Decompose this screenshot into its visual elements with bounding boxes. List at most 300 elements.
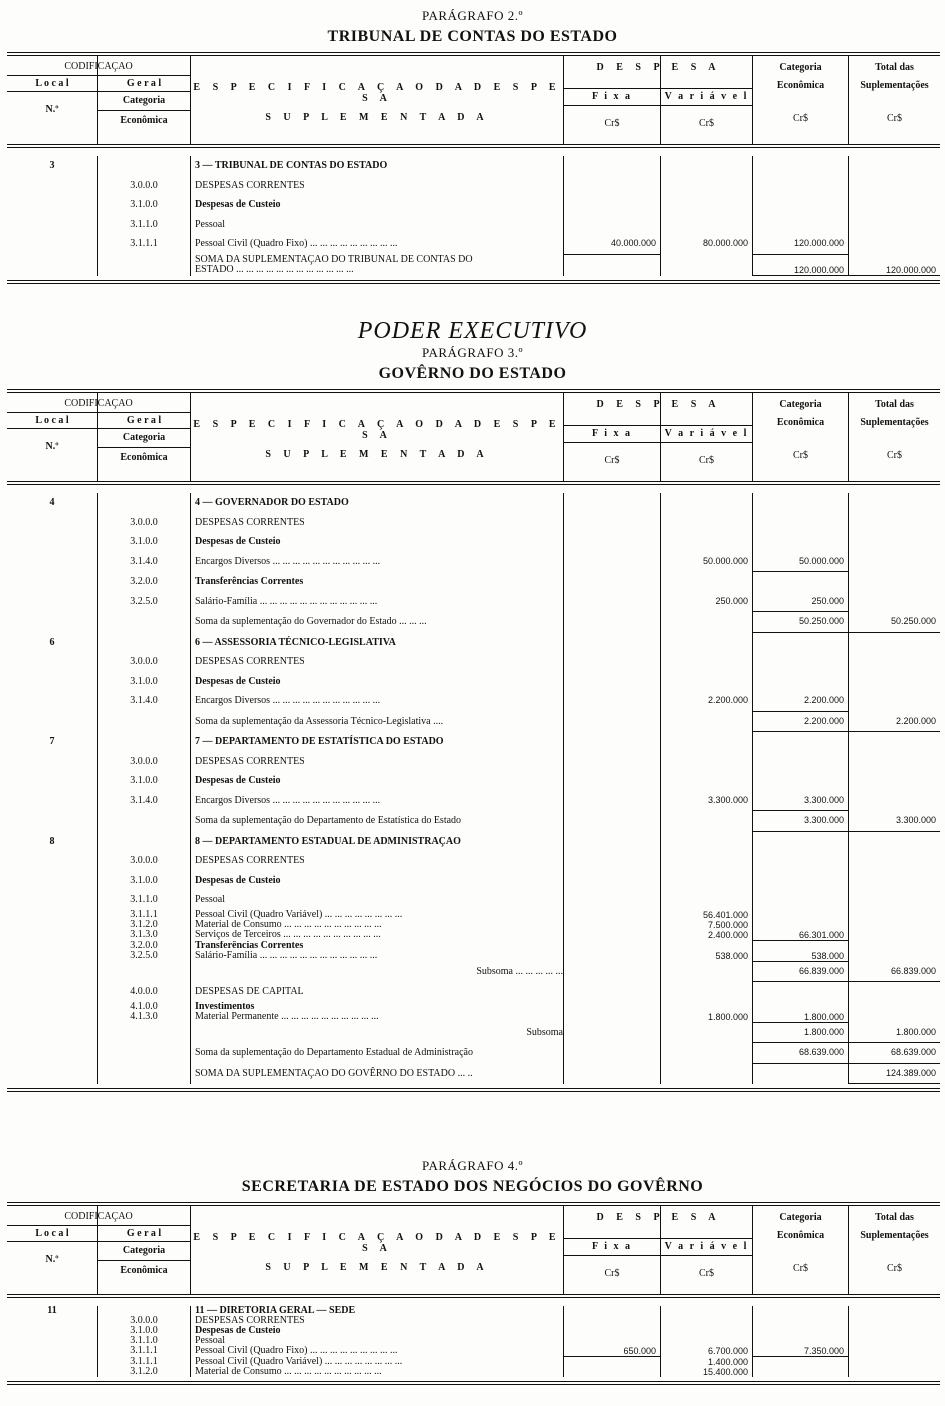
- local-number: [7, 1367, 97, 1377]
- variavel-value: 56.401.000: [660, 910, 752, 920]
- total-value: [848, 930, 940, 941]
- categoria-value: [752, 851, 848, 871]
- geral-label: G e r a l: [98, 76, 190, 92]
- categoria-economica-label: Categoria: [779, 1212, 822, 1223]
- item-description: Encargos Diversos ... ... ... ... ... ... ... ... ... ... ...: [190, 552, 563, 573]
- table-header: [7, 393, 940, 485]
- variavel-value: [660, 851, 752, 871]
- paragraph-number: PARÁGRAFO 3.º: [421, 345, 524, 360]
- geral-code: [97, 811, 190, 832]
- total-value: [848, 215, 940, 235]
- local-number: [7, 851, 97, 871]
- table-row: [7, 176, 940, 196]
- categoria-value: [752, 1336, 848, 1346]
- fixa-value: [563, 176, 660, 196]
- total-value: [848, 633, 940, 653]
- fixa-value: [563, 941, 660, 951]
- item-description: Salário-Família ... ... ... ... ... ... ... ... ... ... ... ...: [190, 592, 563, 613]
- table-row: [7, 910, 940, 920]
- variavel-value: 538.000: [660, 951, 752, 962]
- item-description: DESPESAS CORRENTES: [190, 513, 563, 533]
- item-description: Encargos Diversos ... ... ... ... ... ... ... ... ... ... ...: [190, 791, 563, 812]
- categoria-value: [752, 920, 848, 930]
- fixa-value: [563, 156, 660, 176]
- local-number: [7, 1326, 97, 1336]
- table-row: [7, 552, 940, 573]
- geral-code: 3.0.0.0: [97, 652, 190, 672]
- item-description: Pessoal: [190, 1336, 563, 1346]
- total-value: [848, 982, 940, 1002]
- total-value: [848, 176, 940, 196]
- section-title: TRIBUNAL DE CONTAS DO ESTADO: [327, 28, 618, 45]
- variavel-value: [660, 890, 752, 910]
- total-value: [848, 1326, 940, 1336]
- codificacao-geral-col: [97, 1206, 190, 1294]
- table-row: [7, 1316, 940, 1326]
- geral-label: G e r a l: [98, 413, 190, 429]
- variavel-value: [660, 652, 752, 672]
- item-description: Pessoal: [190, 215, 563, 235]
- geral-code: 3.1.0.0: [97, 771, 190, 791]
- table-row: [7, 1357, 940, 1367]
- item-description: DESPESAS DE CAPITAL: [190, 982, 563, 1002]
- total-value: [848, 1357, 940, 1367]
- item-description: Despesas de Custeio: [190, 871, 563, 891]
- currency-label: Cr$: [604, 455, 620, 466]
- total-value: [848, 752, 940, 772]
- local-label: L o c a l: [7, 413, 97, 429]
- item-description: DESPESAS CORRENTES: [190, 652, 563, 672]
- fixa-value: [563, 572, 660, 592]
- geral-code: 3.1.2.0: [97, 1367, 190, 1377]
- geral-code: [97, 255, 190, 265]
- table-row: [7, 195, 940, 215]
- paragraph-number: PARÁGRAFO 4.º: [421, 1158, 524, 1173]
- local-number: 3: [49, 160, 55, 171]
- item-description: Soma da suplementação do Departamento de Estatística do Estado: [190, 811, 563, 832]
- variavel-value: [660, 871, 752, 891]
- table-row: [7, 871, 940, 891]
- total-value: [848, 1306, 940, 1316]
- total-value: [848, 732, 940, 752]
- categoria-value: 7.350.000: [752, 1346, 848, 1357]
- total-value: [848, 791, 940, 812]
- item-description: Despesas de Custeio: [190, 532, 563, 552]
- categoria-value: [752, 1357, 848, 1367]
- total-col: [848, 1206, 940, 1294]
- item-description: Serviços de Terceiros ... ... ... ... ... ... ... ... ... ...: [190, 930, 563, 941]
- table-row: [7, 851, 940, 871]
- table-row: [7, 930, 940, 941]
- geral-code: 3.0.0.0: [97, 752, 190, 772]
- paragraph-number: PARÁGRAFO 2.º: [421, 8, 524, 23]
- categoria-value: 120.000.000: [752, 234, 848, 255]
- categoria-col: [752, 393, 848, 481]
- table-row: [7, 791, 940, 812]
- total-value: [848, 951, 940, 962]
- total-value: [848, 1336, 940, 1346]
- local-number: [7, 255, 97, 265]
- geral-code: 4.0.0.0: [97, 982, 190, 1002]
- local-number: [7, 1002, 97, 1012]
- geral-code: 3.1.1.0: [97, 215, 190, 235]
- geral-code: [97, 1064, 190, 1085]
- despesa-label: D E S P E S A: [596, 1212, 721, 1223]
- table-row: [7, 920, 940, 930]
- variavel-value: 1.400.000: [660, 1357, 752, 1367]
- local-number: [7, 791, 97, 812]
- total-label: Total das: [875, 62, 914, 73]
- fixa-value: [563, 1023, 660, 1044]
- variavel-value: [660, 672, 752, 692]
- categoria-value: [752, 176, 848, 196]
- item-description: Pessoal: [190, 890, 563, 910]
- item-description: Soma da suplementação do Departamento Estadual de Administração: [190, 1043, 563, 1064]
- categoria-col: [752, 1206, 848, 1294]
- variavel-value: [660, 513, 752, 533]
- item-description: Material de Consumo ... ... ... ... ... ... ... ... ... ...: [190, 1367, 563, 1377]
- local-number: [7, 176, 97, 196]
- total-label: Suplementações: [860, 80, 929, 91]
- fixa-value: [563, 1326, 660, 1336]
- geral-code: 3.1.4.0: [97, 691, 190, 712]
- item-description: 11 — DIRETORIA GERAL — SEDE: [190, 1306, 563, 1316]
- table-row: [7, 1043, 940, 1064]
- fixa-value: [563, 1316, 660, 1326]
- variavel-label: V a r i á v e l: [661, 425, 752, 443]
- fixa-value: [563, 265, 660, 276]
- codificacao-local-col: [7, 1206, 133, 1294]
- geral-code: [97, 732, 190, 752]
- number-label: N.º: [45, 441, 59, 452]
- geral-code: [97, 1043, 190, 1064]
- local-number: [7, 572, 97, 592]
- variavel-value: [660, 1336, 752, 1346]
- variavel-col: [660, 393, 752, 481]
- item-description: Despesas de Custeio: [190, 1326, 563, 1336]
- variavel-value: [660, 265, 752, 276]
- fixa-value: [563, 592, 660, 613]
- geral-code: [97, 493, 190, 513]
- fixa-value: [563, 215, 660, 235]
- local-number: [7, 951, 97, 962]
- codificacao-label: CODIFICAÇAO: [7, 1209, 190, 1226]
- suplementada-label: S U P L E M E N T A D A: [265, 1262, 489, 1273]
- table-row: [7, 532, 940, 552]
- fixa-value: [563, 493, 660, 513]
- total-value: [848, 195, 940, 215]
- total-value: 124.389.000: [848, 1064, 940, 1085]
- table-row: [7, 265, 940, 276]
- geral-label: G e r a l: [98, 1226, 190, 1242]
- categoria-value: [752, 1064, 848, 1085]
- table-row: [7, 982, 940, 1002]
- geral-code: 3.1.0.0: [97, 532, 190, 552]
- categoria-value: [752, 1002, 848, 1012]
- variavel-col: [660, 1206, 752, 1294]
- categoria-value: [752, 732, 848, 752]
- geral-code: 3.1.1.1: [97, 910, 190, 920]
- especificacao-col: [190, 56, 563, 144]
- geral-code: [97, 832, 190, 852]
- variavel-value: [660, 752, 752, 772]
- local-number: [7, 1012, 97, 1023]
- geral-code: 3.1.1.0: [97, 890, 190, 910]
- table-header: [7, 56, 940, 148]
- despesa-label: D E S P E S A: [596, 62, 721, 73]
- especificacao-label: E S P E C I F I C A Ç A O D A D E S P E S A: [193, 419, 561, 441]
- variavel-value: [660, 1064, 752, 1085]
- categoria-value: [752, 1367, 848, 1377]
- fixa-value: [563, 920, 660, 930]
- total-value: 3.300.000: [848, 811, 940, 832]
- geral-code: 3.2.0.0: [97, 941, 190, 951]
- total-value: 1.800.000: [848, 1023, 940, 1044]
- total-value: [848, 493, 940, 513]
- table-row: [7, 732, 940, 752]
- budget-table: [7, 389, 940, 1092]
- total-value: [848, 552, 940, 573]
- item-description: Encargos Diversos ... ... ... ... ... ... ... ... ... ... ...: [190, 691, 563, 712]
- fixa-value: 650.000: [563, 1346, 660, 1357]
- geral-code: 3.1.0.0: [97, 672, 190, 692]
- variavel-value: [660, 1043, 752, 1064]
- table-row: [7, 1326, 940, 1336]
- local-number: 6: [49, 636, 55, 648]
- local-number: 8: [49, 835, 55, 847]
- table-body: [7, 148, 940, 280]
- item-description: ESTADO ... ... ... ... ... ... ... ... ... ... ... ...: [190, 265, 563, 276]
- total-col: [848, 56, 940, 144]
- item-description: Subsoma: [190, 1023, 563, 1044]
- variavel-value: [660, 1326, 752, 1336]
- codificacao-local-col: [7, 393, 133, 481]
- fixa-value: [563, 195, 660, 215]
- currency-label: Cr$: [699, 455, 714, 466]
- local-number: [7, 612, 97, 633]
- categoria-label: Categoria: [98, 92, 190, 111]
- total-value: [848, 691, 940, 712]
- variavel-value: [660, 982, 752, 1002]
- fixa-value: [563, 612, 660, 633]
- categoria-value: [752, 871, 848, 891]
- categoria-col: [752, 56, 848, 144]
- variavel-label: V a r i á v e l: [661, 88, 752, 106]
- fixa-label: F i x a: [564, 88, 660, 106]
- categoria-economica-label: Categoria: [779, 62, 822, 73]
- currency-label: Cr$: [699, 118, 714, 129]
- local-number: 7: [49, 736, 55, 747]
- categoria-value: 1.800.000: [752, 1023, 848, 1044]
- fixa-value: [563, 910, 660, 920]
- local-number: [7, 532, 97, 552]
- variavel-value: [660, 712, 752, 733]
- local-number: [7, 652, 97, 672]
- total-value: [848, 156, 940, 176]
- categoria-economica-label: Econômica: [776, 80, 825, 91]
- fixa-value: [563, 672, 660, 692]
- categoria-value: 1.800.000: [752, 1012, 848, 1023]
- table-row: [7, 215, 940, 235]
- categoria-value: 50.000.000: [752, 552, 848, 573]
- total-value: 120.000.000: [848, 265, 940, 276]
- fixa-value: [563, 1012, 660, 1023]
- geral-code: 3.1.4.0: [97, 791, 190, 812]
- local-number: [7, 1023, 97, 1044]
- categoria-economica-label: Econômica: [776, 1230, 825, 1241]
- fixa-value: [563, 982, 660, 1002]
- local-number: [7, 552, 97, 573]
- fixa-value: [563, 951, 660, 962]
- table-row: [7, 592, 940, 613]
- local-number: [7, 890, 97, 910]
- suplementada-label: S U P L E M E N T A D A: [265, 449, 489, 460]
- budget-table: [7, 1202, 940, 1385]
- categoria-value: [752, 941, 848, 951]
- item-description: Despesas de Custeio: [190, 771, 563, 791]
- variavel-label: V a r i á v e l: [661, 1238, 752, 1256]
- fixa-value: [563, 851, 660, 871]
- total-value: 66.839.000: [848, 962, 940, 983]
- categoria-value: [752, 532, 848, 552]
- variavel-value: 15.400.000: [660, 1367, 752, 1377]
- local-number: [7, 920, 97, 930]
- item-description: SOMA DA SUPLEMENTAÇAO DO TRIBUNAL DE CONTAS DO: [190, 255, 563, 265]
- total-value: [848, 851, 940, 871]
- table-row: [7, 752, 940, 772]
- geral-code: 3.0.0.0: [97, 176, 190, 196]
- geral-code: 3.2.5.0: [97, 951, 190, 962]
- item-description: SOMA DA SUPLEMENTAÇAO DO GOVÊRNO DO ESTADO ... ..: [190, 1064, 563, 1085]
- variavel-col: [660, 56, 752, 144]
- item-description: DESPESAS CORRENTES: [190, 851, 563, 871]
- local-number: 4: [49, 497, 55, 508]
- categoria-economica-label: Econômica: [776, 417, 825, 428]
- fixa-value: [563, 513, 660, 533]
- variavel-value: [660, 156, 752, 176]
- item-description: Pessoal Civil (Quadro Fixo) ... ... ... ... ... ... ... ... ...: [190, 234, 563, 255]
- variavel-value: [660, 962, 752, 983]
- total-value: [848, 771, 940, 791]
- local-number: [7, 1357, 97, 1367]
- geral-code: 3.1.3.0: [97, 930, 190, 941]
- total-value: [848, 1316, 940, 1326]
- total-value: 68.639.000: [848, 1043, 940, 1064]
- categoria-value: [752, 752, 848, 772]
- geral-code: [97, 962, 190, 983]
- fixa-value: [563, 962, 660, 983]
- local-number: [7, 1043, 97, 1064]
- variavel-value: 80.000.000: [660, 234, 752, 255]
- categoria-label: Categoria: [98, 1242, 190, 1261]
- geral-code: [97, 612, 190, 633]
- table-row: [7, 1002, 940, 1012]
- table-row: [7, 156, 940, 176]
- categoria-value: [752, 633, 848, 653]
- item-description: DESPESAS CORRENTES: [190, 752, 563, 772]
- table-row: [7, 234, 940, 255]
- table-row: [7, 652, 940, 672]
- item-description: Pessoal Civil (Quadro Fixo) ... ... ... ... ... ... ... ... ...: [190, 1346, 563, 1357]
- variavel-value: 2.200.000: [660, 691, 752, 712]
- item-description: 3 — TRIBUNAL DE CONTAS DO ESTADO: [190, 156, 563, 176]
- local-number: [7, 771, 97, 791]
- local-number: [7, 1064, 97, 1085]
- fixa-value: [563, 532, 660, 552]
- fixa-value: [563, 633, 660, 653]
- total-value: [848, 1012, 940, 1023]
- geral-code: 3.0.0.0: [97, 851, 190, 871]
- categoria-value: [752, 652, 848, 672]
- geral-code: 3.0.0.0: [97, 1316, 190, 1326]
- categoria-value: [752, 771, 848, 791]
- variavel-value: [660, 633, 752, 653]
- local-number: [7, 691, 97, 712]
- local-number: [7, 234, 97, 255]
- fixa-value: [563, 1367, 660, 1377]
- total-value: [848, 1346, 940, 1357]
- codificacao-label: CODIFICAÇAO: [7, 59, 190, 76]
- table-body: [7, 485, 940, 1088]
- geral-code: [97, 1306, 190, 1316]
- table-row: [7, 1367, 940, 1377]
- fixa-value: [563, 552, 660, 573]
- local-number: [7, 811, 97, 832]
- total-value: [848, 871, 940, 891]
- variavel-value: [660, 195, 752, 215]
- currency-label: Cr$: [887, 1263, 902, 1274]
- table-row: [7, 1023, 940, 1044]
- total-value: [848, 513, 940, 533]
- table-row: [7, 811, 940, 832]
- total-value: [848, 652, 940, 672]
- categoria-value: 538.000: [752, 951, 848, 962]
- table-row: [7, 962, 940, 983]
- variavel-value: [660, 572, 752, 592]
- codificacao-geral-col: [97, 56, 190, 144]
- variavel-value: [660, 1306, 752, 1316]
- fixa-value: [563, 1043, 660, 1064]
- currency-label: Cr$: [793, 1263, 808, 1274]
- local-number: [7, 513, 97, 533]
- variavel-value: [660, 771, 752, 791]
- currency-label: Cr$: [699, 1268, 714, 1279]
- geral-code: 4.1.0.0: [97, 1002, 190, 1012]
- fixa-value: [563, 832, 660, 852]
- section-2: [0, 1158, 945, 1385]
- categoria-value: [752, 255, 848, 265]
- local-number: [7, 982, 97, 1002]
- total-value: [848, 920, 940, 930]
- geral-code: 3.1.2.0: [97, 920, 190, 930]
- table-row: [7, 771, 940, 791]
- item-description: Material de Consumo ... ... ... ... ... ... ... ... ... ...: [190, 920, 563, 930]
- categoria-value: 3.300.000: [752, 811, 848, 832]
- fixa-value: [563, 1336, 660, 1346]
- suplementada-label: S U P L E M E N T A D A: [265, 112, 489, 123]
- geral-code: 3.1.0.0: [97, 1326, 190, 1336]
- item-description: DESPESAS CORRENTES: [190, 176, 563, 196]
- fixa-value: [563, 930, 660, 941]
- item-description: Pessoal Civil (Quadro Variável) ... ... ... ... ... ... ... ...: [190, 910, 563, 920]
- variavel-value: [660, 1023, 752, 1044]
- categoria-value: 66.839.000: [752, 962, 848, 983]
- total-value: [848, 890, 940, 910]
- local-number: [7, 871, 97, 891]
- local-number: [7, 1336, 97, 1346]
- fixa-value: [563, 1306, 660, 1316]
- variavel-value: [660, 493, 752, 513]
